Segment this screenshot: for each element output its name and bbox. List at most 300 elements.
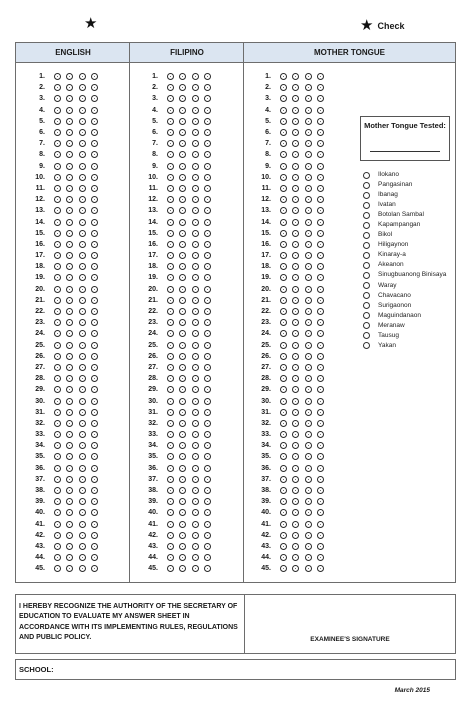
answer-bubble[interactable] xyxy=(305,230,312,237)
answer-bubble[interactable] xyxy=(179,118,186,125)
answer-bubble[interactable] xyxy=(167,409,174,416)
answer-bubble[interactable] xyxy=(66,73,73,80)
answer-bubble[interactable] xyxy=(66,386,73,393)
answer-bubble[interactable] xyxy=(292,84,299,91)
answer-bubble[interactable] xyxy=(54,95,61,102)
answer-bubble[interactable] xyxy=(54,431,61,438)
answer-bubble[interactable] xyxy=(66,543,73,550)
answer-bubble[interactable] xyxy=(167,386,174,393)
answer-bubble[interactable] xyxy=(204,196,211,203)
answer-bubble[interactable] xyxy=(91,554,98,561)
answer-bubble[interactable] xyxy=(66,241,73,248)
answer-bubble[interactable] xyxy=(79,330,86,337)
answer-bubble[interactable] xyxy=(79,476,86,483)
answer-bubble[interactable] xyxy=(54,319,61,326)
answer-bubble[interactable] xyxy=(317,73,324,80)
answer-bubble[interactable] xyxy=(66,398,73,405)
answer-bubble[interactable] xyxy=(66,207,73,214)
answer-bubble[interactable] xyxy=(91,263,98,270)
answer-bubble[interactable] xyxy=(54,420,61,427)
language-radio[interactable] xyxy=(363,172,370,179)
answer-bubble[interactable] xyxy=(305,431,312,438)
answer-bubble[interactable] xyxy=(192,73,199,80)
answer-bubble[interactable] xyxy=(317,252,324,259)
answer-bubble[interactable] xyxy=(66,84,73,91)
answer-bubble[interactable] xyxy=(305,252,312,259)
answer-bubble[interactable] xyxy=(66,431,73,438)
answer-bubble[interactable] xyxy=(280,353,287,360)
language-option[interactable] xyxy=(363,230,446,240)
answer-bubble[interactable] xyxy=(204,342,211,349)
answer-bubble[interactable] xyxy=(66,353,73,360)
answer-bubble[interactable] xyxy=(280,442,287,449)
answer-bubble[interactable] xyxy=(54,554,61,561)
answer-bubble[interactable] xyxy=(167,364,174,371)
answer-bubble[interactable] xyxy=(179,319,186,326)
language-radio[interactable] xyxy=(363,272,370,279)
answer-bubble[interactable] xyxy=(292,73,299,80)
answer-bubble[interactable] xyxy=(54,263,61,270)
answer-bubble[interactable] xyxy=(292,308,299,315)
school-field[interactable] xyxy=(15,659,456,680)
answer-bubble[interactable] xyxy=(91,431,98,438)
answer-bubble[interactable] xyxy=(317,118,324,125)
answer-bubble[interactable] xyxy=(192,375,199,382)
answer-bubble[interactable] xyxy=(280,319,287,326)
language-option[interactable] xyxy=(363,311,446,321)
answer-bubble[interactable] xyxy=(79,353,86,360)
answer-bubble[interactable] xyxy=(292,487,299,494)
language-radio[interactable] xyxy=(363,262,370,269)
answer-bubble[interactable] xyxy=(317,330,324,337)
answer-bubble[interactable] xyxy=(179,308,186,315)
answer-bubble[interactable] xyxy=(305,219,312,226)
answer-bubble[interactable] xyxy=(179,73,186,80)
answer-bubble[interactable] xyxy=(292,241,299,248)
answer-bubble[interactable] xyxy=(317,274,324,281)
language-radio[interactable] xyxy=(363,242,370,249)
answer-bubble[interactable] xyxy=(280,219,287,226)
answer-bubble[interactable] xyxy=(54,453,61,460)
answer-bubble[interactable] xyxy=(79,230,86,237)
answer-bubble[interactable] xyxy=(192,420,199,427)
answer-bubble[interactable] xyxy=(317,554,324,561)
answer-bubble[interactable] xyxy=(280,140,287,147)
answer-bubble[interactable] xyxy=(204,498,211,505)
answer-bubble[interactable] xyxy=(54,297,61,304)
answer-bubble[interactable] xyxy=(305,487,312,494)
answer-bubble[interactable] xyxy=(280,465,287,472)
answer-bubble[interactable] xyxy=(91,84,98,91)
answer-bubble[interactable] xyxy=(305,409,312,416)
answer-bubble[interactable] xyxy=(192,386,199,393)
answer-bubble[interactable] xyxy=(317,151,324,158)
answer-bubble[interactable] xyxy=(91,330,98,337)
answer-bubble[interactable] xyxy=(54,163,61,170)
answer-bubble[interactable] xyxy=(79,274,86,281)
answer-bubble[interactable] xyxy=(292,364,299,371)
answer-bubble[interactable] xyxy=(91,532,98,539)
answer-bubble[interactable] xyxy=(79,73,86,80)
answer-bubble[interactable] xyxy=(317,174,324,181)
answer-bubble[interactable] xyxy=(192,431,199,438)
answer-bubble[interactable] xyxy=(280,118,287,125)
answer-bubble[interactable] xyxy=(91,73,98,80)
answer-bubble[interactable] xyxy=(91,420,98,427)
answer-bubble[interactable] xyxy=(280,386,287,393)
answer-bubble[interactable] xyxy=(280,420,287,427)
language-option[interactable] xyxy=(363,321,446,331)
language-radio[interactable] xyxy=(363,282,370,289)
answer-bubble[interactable] xyxy=(167,509,174,516)
answer-bubble[interactable] xyxy=(317,319,324,326)
language-option[interactable] xyxy=(363,220,446,230)
answer-bubble[interactable] xyxy=(317,521,324,528)
answer-bubble[interactable] xyxy=(305,330,312,337)
answer-bubble[interactable] xyxy=(179,431,186,438)
answer-bubble[interactable] xyxy=(167,174,174,181)
answer-bubble[interactable] xyxy=(66,532,73,539)
answer-bubble[interactable] xyxy=(292,263,299,270)
answer-bubble[interactable] xyxy=(167,73,174,80)
answer-bubble[interactable] xyxy=(317,263,324,270)
answer-bubble[interactable] xyxy=(192,330,199,337)
answer-bubble[interactable] xyxy=(167,196,174,203)
language-option[interactable] xyxy=(363,270,446,280)
answer-bubble[interactable] xyxy=(317,442,324,449)
answer-bubble[interactable] xyxy=(179,420,186,427)
answer-bubble[interactable] xyxy=(192,398,199,405)
answer-bubble[interactable] xyxy=(192,174,199,181)
answer-bubble[interactable] xyxy=(66,453,73,460)
language-option[interactable] xyxy=(363,291,446,301)
answer-bubble[interactable] xyxy=(317,163,324,170)
answer-bubble[interactable] xyxy=(317,543,324,550)
answer-bubble[interactable] xyxy=(204,420,211,427)
language-radio[interactable] xyxy=(363,252,370,259)
answer-bubble[interactable] xyxy=(179,129,186,136)
answer-bubble[interactable] xyxy=(305,532,312,539)
answer-bubble[interactable] xyxy=(280,554,287,561)
answer-bubble[interactable] xyxy=(91,230,98,237)
answer-bubble[interactable] xyxy=(79,319,86,326)
answer-bubble[interactable] xyxy=(192,185,199,192)
answer-bubble[interactable] xyxy=(280,364,287,371)
answer-bubble[interactable] xyxy=(280,498,287,505)
answer-bubble[interactable] xyxy=(79,420,86,427)
answer-bubble[interactable] xyxy=(204,140,211,147)
answer-bubble[interactable] xyxy=(91,364,98,371)
language-option[interactable] xyxy=(363,250,446,260)
answer-bubble[interactable] xyxy=(66,196,73,203)
answer-bubble[interactable] xyxy=(91,308,98,315)
answer-bubble[interactable] xyxy=(179,163,186,170)
answer-bubble[interactable] xyxy=(292,129,299,136)
answer-bubble[interactable] xyxy=(192,84,199,91)
answer-bubble[interactable] xyxy=(204,330,211,337)
answer-bubble[interactable] xyxy=(317,207,324,214)
answer-bubble[interactable] xyxy=(79,118,86,125)
answer-bubble[interactable] xyxy=(54,286,61,293)
answer-bubble[interactable] xyxy=(66,375,73,382)
answer-bubble[interactable] xyxy=(192,476,199,483)
answer-bubble[interactable] xyxy=(192,308,199,315)
answer-bubble[interactable] xyxy=(66,308,73,315)
answer-bubble[interactable] xyxy=(91,219,98,226)
answer-bubble[interactable] xyxy=(79,308,86,315)
answer-bubble[interactable] xyxy=(305,274,312,281)
answer-bubble[interactable] xyxy=(167,95,174,102)
answer-bubble[interactable] xyxy=(280,230,287,237)
answer-bubble[interactable] xyxy=(179,84,186,91)
answer-bubble[interactable] xyxy=(305,375,312,382)
answer-bubble[interactable] xyxy=(192,219,199,226)
answer-bubble[interactable] xyxy=(91,129,98,136)
answer-bubble[interactable] xyxy=(91,185,98,192)
answer-bubble[interactable] xyxy=(91,118,98,125)
language-option[interactable] xyxy=(363,331,446,341)
answer-bubble[interactable] xyxy=(192,151,199,158)
answer-bubble[interactable] xyxy=(305,185,312,192)
answer-bubble[interactable] xyxy=(179,509,186,516)
answer-bubble[interactable] xyxy=(79,174,86,181)
answer-bubble[interactable] xyxy=(54,330,61,337)
answer-bubble[interactable] xyxy=(167,532,174,539)
answer-bubble[interactable] xyxy=(192,252,199,259)
answer-bubble[interactable] xyxy=(167,118,174,125)
answer-bubble[interactable] xyxy=(167,219,174,226)
language-radio[interactable] xyxy=(363,212,370,219)
answer-bubble[interactable] xyxy=(204,521,211,528)
answer-bubble[interactable] xyxy=(79,219,86,226)
answer-bubble[interactable] xyxy=(54,565,61,572)
answer-bubble[interactable] xyxy=(54,465,61,472)
language-option[interactable] xyxy=(363,200,446,210)
answer-bubble[interactable] xyxy=(305,521,312,528)
answer-bubble[interactable] xyxy=(167,163,174,170)
answer-bubble[interactable] xyxy=(66,118,73,125)
answer-bubble[interactable] xyxy=(54,129,61,136)
answer-bubble[interactable] xyxy=(79,442,86,449)
language-option[interactable] xyxy=(363,210,446,220)
answer-bubble[interactable] xyxy=(192,465,199,472)
answer-bubble[interactable] xyxy=(292,185,299,192)
answer-bubble[interactable] xyxy=(79,95,86,102)
answer-bubble[interactable] xyxy=(66,219,73,226)
answer-bubble[interactable] xyxy=(204,465,211,472)
answer-bubble[interactable] xyxy=(292,498,299,505)
answer-bubble[interactable] xyxy=(305,163,312,170)
answer-bubble[interactable] xyxy=(305,308,312,315)
answer-bubble[interactable] xyxy=(79,565,86,572)
answer-bubble[interactable] xyxy=(280,241,287,248)
answer-bubble[interactable] xyxy=(305,364,312,371)
answer-bubble[interactable] xyxy=(292,274,299,281)
language-radio[interactable] xyxy=(363,322,370,329)
answer-bubble[interactable] xyxy=(204,286,211,293)
answer-bubble[interactable] xyxy=(91,498,98,505)
answer-bubble[interactable] xyxy=(91,297,98,304)
language-radio[interactable] xyxy=(363,222,370,229)
answer-bubble[interactable] xyxy=(54,509,61,516)
answer-bubble[interactable] xyxy=(91,286,98,293)
answer-bubble[interactable] xyxy=(179,375,186,382)
answer-bubble[interactable] xyxy=(54,342,61,349)
answer-bubble[interactable] xyxy=(79,196,86,203)
answer-bubble[interactable] xyxy=(192,319,199,326)
answer-bubble[interactable] xyxy=(54,196,61,203)
answer-bubble[interactable] xyxy=(66,319,73,326)
answer-bubble[interactable] xyxy=(317,375,324,382)
answer-bubble[interactable] xyxy=(179,95,186,102)
answer-bubble[interactable] xyxy=(305,84,312,91)
answer-bubble[interactable] xyxy=(204,375,211,382)
answer-bubble[interactable] xyxy=(91,375,98,382)
answer-bubble[interactable] xyxy=(192,163,199,170)
answer-bubble[interactable] xyxy=(317,364,324,371)
answer-bubble[interactable] xyxy=(179,107,186,114)
answer-bubble[interactable] xyxy=(317,353,324,360)
answer-bubble[interactable] xyxy=(54,521,61,528)
answer-bubble[interactable] xyxy=(167,353,174,360)
answer-bubble[interactable] xyxy=(305,263,312,270)
answer-bubble[interactable] xyxy=(79,151,86,158)
answer-bubble[interactable] xyxy=(204,398,211,405)
answer-bubble[interactable] xyxy=(79,129,86,136)
answer-bubble[interactable] xyxy=(167,207,174,214)
answer-bubble[interactable] xyxy=(317,453,324,460)
answer-bubble[interactable] xyxy=(280,409,287,416)
answer-bubble[interactable] xyxy=(292,151,299,158)
answer-bubble[interactable] xyxy=(79,140,86,147)
answer-bubble[interactable] xyxy=(317,219,324,226)
answer-bubble[interactable] xyxy=(91,543,98,550)
answer-bubble[interactable] xyxy=(91,565,98,572)
answer-bubble[interactable] xyxy=(66,554,73,561)
answer-bubble[interactable] xyxy=(292,532,299,539)
answer-bubble[interactable] xyxy=(317,476,324,483)
answer-bubble[interactable] xyxy=(204,431,211,438)
answer-bubble[interactable] xyxy=(292,207,299,214)
answer-bubble[interactable] xyxy=(66,330,73,337)
answer-bubble[interactable] xyxy=(79,465,86,472)
answer-bubble[interactable] xyxy=(280,174,287,181)
answer-bubble[interactable] xyxy=(66,185,73,192)
answer-bubble[interactable] xyxy=(54,364,61,371)
answer-bubble[interactable] xyxy=(91,442,98,449)
answer-bubble[interactable] xyxy=(54,543,61,550)
answer-bubble[interactable] xyxy=(280,84,287,91)
answer-bubble[interactable] xyxy=(192,230,199,237)
answer-bubble[interactable] xyxy=(280,476,287,483)
answer-bubble[interactable] xyxy=(167,286,174,293)
language-radio[interactable] xyxy=(363,182,370,189)
answer-bubble[interactable] xyxy=(54,409,61,416)
answer-bubble[interactable] xyxy=(305,95,312,102)
answer-bubble[interactable] xyxy=(54,84,61,91)
answer-bubble[interactable] xyxy=(204,129,211,136)
answer-bubble[interactable] xyxy=(305,73,312,80)
answer-bubble[interactable] xyxy=(54,219,61,226)
language-radio[interactable] xyxy=(363,302,370,309)
answer-bubble[interactable] xyxy=(292,140,299,147)
answer-bubble[interactable] xyxy=(280,151,287,158)
answer-bubble[interactable] xyxy=(79,554,86,561)
answer-bubble[interactable] xyxy=(204,151,211,158)
answer-bubble[interactable] xyxy=(305,353,312,360)
answer-bubble[interactable] xyxy=(79,398,86,405)
answer-bubble[interactable] xyxy=(79,241,86,248)
answer-bubble[interactable] xyxy=(54,73,61,80)
answer-bubble[interactable] xyxy=(192,274,199,281)
answer-bubble[interactable] xyxy=(167,442,174,449)
answer-bubble[interactable] xyxy=(54,308,61,315)
answer-bubble[interactable] xyxy=(79,521,86,528)
answer-bubble[interactable] xyxy=(54,107,61,114)
answer-bubble[interactable] xyxy=(79,107,86,114)
answer-bubble[interactable] xyxy=(179,386,186,393)
answer-bubble[interactable] xyxy=(91,174,98,181)
answer-bubble[interactable] xyxy=(91,409,98,416)
answer-bubble[interactable] xyxy=(305,118,312,125)
answer-bubble[interactable] xyxy=(292,476,299,483)
language-radio[interactable] xyxy=(363,342,370,349)
answer-bubble[interactable] xyxy=(167,420,174,427)
answer-bubble[interactable] xyxy=(167,431,174,438)
answer-bubble[interactable] xyxy=(317,107,324,114)
answer-bubble[interactable] xyxy=(292,453,299,460)
language-option[interactable] xyxy=(363,341,446,351)
answer-bubble[interactable] xyxy=(280,73,287,80)
answer-bubble[interactable] xyxy=(167,185,174,192)
answer-bubble[interactable] xyxy=(66,174,73,181)
answer-bubble[interactable] xyxy=(91,386,98,393)
answer-bubble[interactable] xyxy=(179,286,186,293)
answer-bubble[interactable] xyxy=(280,196,287,203)
answer-bubble[interactable] xyxy=(167,107,174,114)
answer-bubble[interactable] xyxy=(167,330,174,337)
answer-bubble[interactable] xyxy=(292,565,299,572)
answer-bubble[interactable] xyxy=(204,185,211,192)
answer-bubble[interactable] xyxy=(317,465,324,472)
answer-bubble[interactable] xyxy=(305,174,312,181)
answer-bubble[interactable] xyxy=(317,129,324,136)
answer-bubble[interactable] xyxy=(317,431,324,438)
answer-bubble[interactable] xyxy=(280,521,287,528)
answer-bubble[interactable] xyxy=(79,498,86,505)
answer-bubble[interactable] xyxy=(192,487,199,494)
answer-bubble[interactable] xyxy=(54,476,61,483)
answer-bubble[interactable] xyxy=(305,196,312,203)
language-radio[interactable] xyxy=(363,202,370,209)
answer-bubble[interactable] xyxy=(79,487,86,494)
answer-bubble[interactable] xyxy=(179,521,186,528)
answer-bubble[interactable] xyxy=(79,342,86,349)
answer-bubble[interactable] xyxy=(305,140,312,147)
answer-bubble[interactable] xyxy=(292,196,299,203)
answer-bubble[interactable] xyxy=(292,330,299,337)
answer-bubble[interactable] xyxy=(317,409,324,416)
answer-bubble[interactable] xyxy=(280,565,287,572)
answer-bubble[interactable] xyxy=(192,241,199,248)
answer-bubble[interactable] xyxy=(317,420,324,427)
answer-bubble[interactable] xyxy=(179,342,186,349)
answer-bubble[interactable] xyxy=(179,219,186,226)
answer-bubble[interactable] xyxy=(204,163,211,170)
answer-bubble[interactable] xyxy=(204,107,211,114)
answer-bubble[interactable] xyxy=(91,95,98,102)
answer-bubble[interactable] xyxy=(79,509,86,516)
